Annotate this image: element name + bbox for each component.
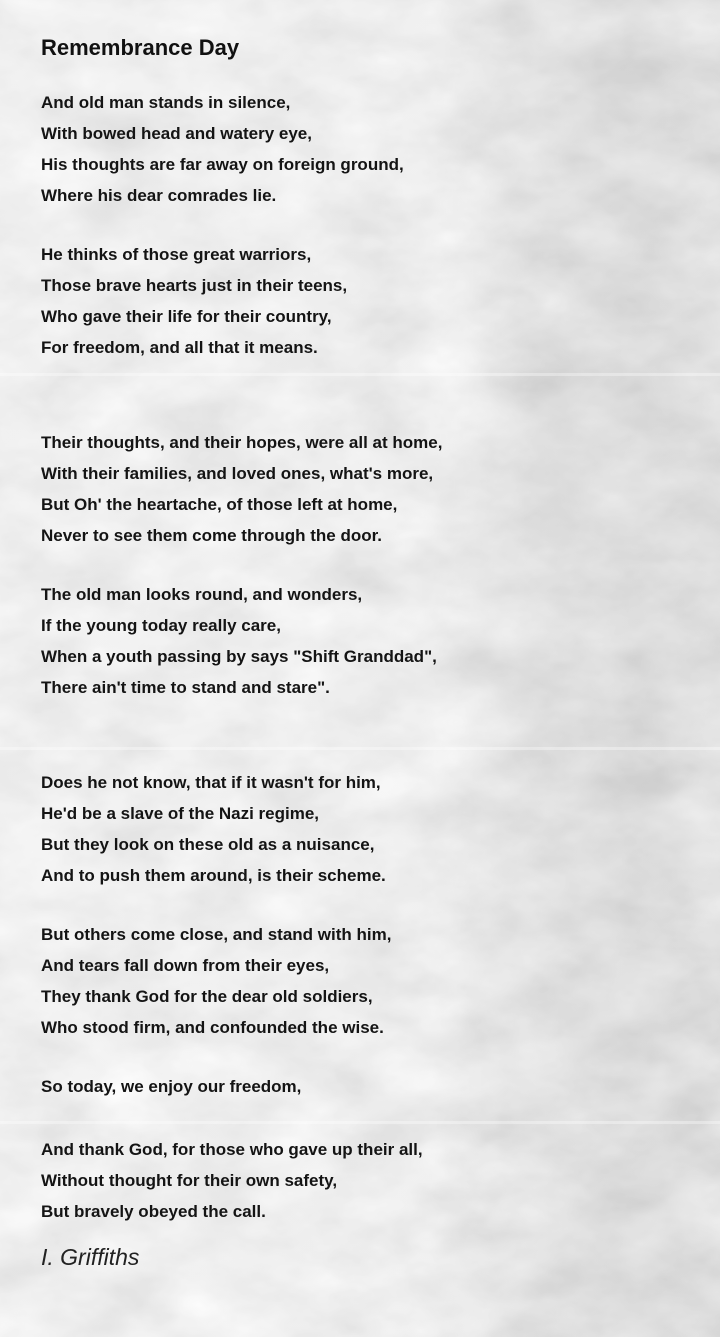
poem-line: The old man looks round, and wonders, xyxy=(41,585,363,604)
poem-line: He'd be a slave of the Nazi regime, xyxy=(41,804,320,823)
poem-line: They thank God for the dear old soldiers, xyxy=(41,987,373,1006)
poem-line: Does he not know, that if it wasn't for him, xyxy=(41,773,381,792)
poem-line: Their thoughts, and their hopes, were all at home, xyxy=(41,433,443,452)
poem-line: Those brave hearts just in their teens, xyxy=(41,276,348,295)
poem-line: With bowed head and watery eye, xyxy=(41,124,312,143)
poem-line: So today, we enjoy our freedom, xyxy=(41,1077,302,1096)
poem-line: But bravely obeyed the call. xyxy=(41,1202,266,1221)
stanza-3 xyxy=(41,427,691,551)
poem-line: And tears fall down from their eyes, xyxy=(41,956,330,975)
poem-line: But others come close, and stand with him, xyxy=(41,925,392,944)
stanza-1 xyxy=(41,87,691,211)
stanza-6 xyxy=(41,919,691,1043)
poem-line: And old man stands in silence, xyxy=(41,93,291,112)
poem-line: But they look on these old as a nuisance, xyxy=(41,835,375,854)
poem-line: He thinks of those great warriors, xyxy=(41,245,312,264)
poem-content xyxy=(41,32,691,1272)
poem-line: For freedom, and all that it means. xyxy=(41,338,318,357)
poem-line: And thank God, for those who gave up their all, xyxy=(41,1140,423,1159)
stanza-4 xyxy=(41,579,691,703)
poem-line: If the young today really care, xyxy=(41,616,281,635)
poem-line: And to push them around, is their scheme. xyxy=(41,866,386,885)
poem-line: Where his dear comrades lie. xyxy=(41,186,277,205)
poem-line: Without thought for their own safety, xyxy=(41,1171,338,1190)
stanza-2 xyxy=(41,239,691,363)
stanza-7 xyxy=(41,1071,691,1227)
poem-line: Never to see them come through the door. xyxy=(41,526,383,545)
poem-line: Who stood firm, and confounded the wise. xyxy=(41,1018,384,1037)
poem-line: His thoughts are far away on foreign ground, xyxy=(41,155,404,174)
poem-line: Who gave their life for their country, xyxy=(41,307,332,326)
stanza-5 xyxy=(41,767,691,891)
poem-author: I. Griffiths xyxy=(41,1244,140,1270)
poem-line: With their families, and loved ones, what's more, xyxy=(41,464,434,483)
poem-line: But Oh' the heartache, of those left at home, xyxy=(41,495,398,514)
poem-line: There ain't time to stand and stare". xyxy=(41,678,330,697)
poem-title: Remembrance Day xyxy=(41,35,240,60)
poem-line: When a youth passing by says "Shift Granddad", xyxy=(41,647,437,666)
